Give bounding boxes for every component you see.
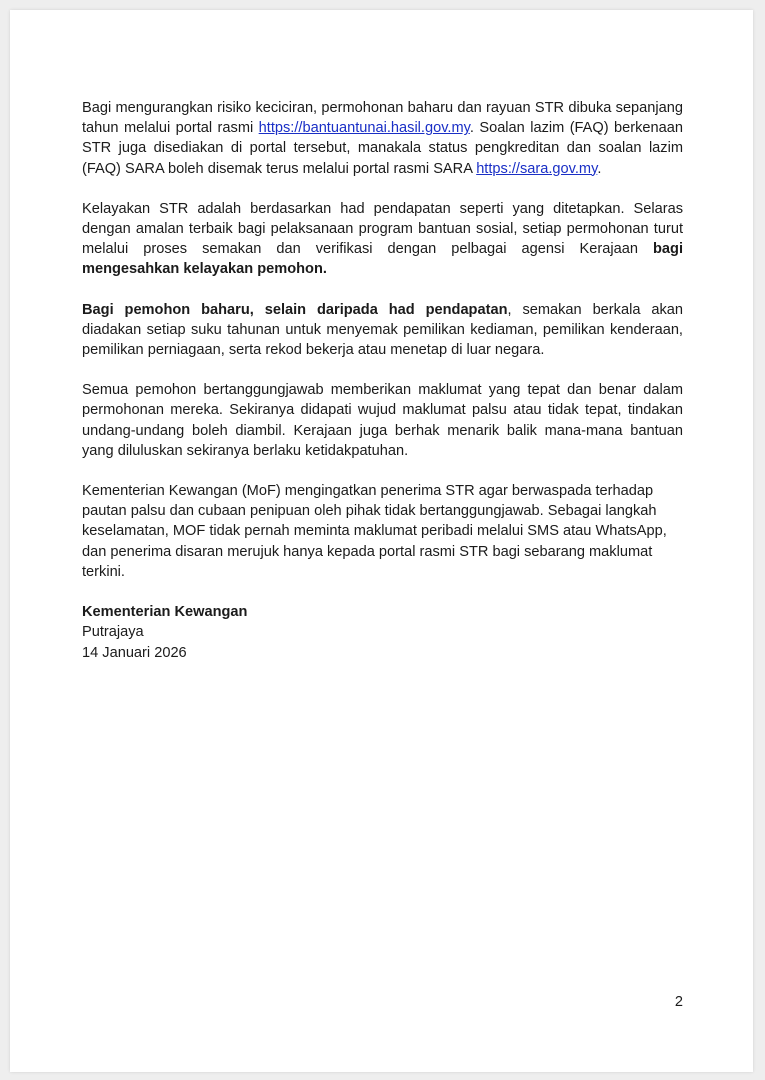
paragraph-text: Kelayakan STR adalah berdasarkan had pendapatan seperti yang ditetapkan. Selaras dengan amalan terbaik bagi pelaksanaan program bantuan sosial, setiap permohonan turut melalui proses semakan dan verifikasi dengan pelbagai agensi Kerajaan xyxy=(82,200,683,258)
document-body xyxy=(82,98,683,663)
paragraph-text: , semakan berkala akan diadakan setiap suku tahunan untuk menyemak pemilikan kediaman, pemilikan kenderaan, pemilikan perniagaan, serta rekod bekerja atau menetap di luar negara. xyxy=(82,301,683,359)
paragraph-eligibility xyxy=(82,199,683,280)
paragraph-application-channels xyxy=(82,98,683,179)
document-page xyxy=(10,10,753,1072)
signature-block xyxy=(82,602,683,663)
link-bantuantunai-portal[interactable]: https://bantuantunai.hasil.gov.my xyxy=(258,120,470,137)
signature-date: 14 Januari 2026 xyxy=(82,644,187,661)
signature-organization: Kementerian Kewangan xyxy=(82,604,248,621)
paragraph-text: Kementerian Kewangan (MoF) mengingatkan penerima STR agar berwaspada terhadap pautan palsu dan cubaan penipuan oleh pihak tidak bertanggungjawab. Sebagai langkah keselamatan, MOF tidak pernah meminta maklumat peribadi melalui SMS atau WhatsApp, dan penerima disaran merujuk hanya kepada portal rasmi STR bagi sebarang maklumat terkini. xyxy=(82,483,667,580)
paragraph-text: . xyxy=(597,160,602,177)
paragraph-new-applicants xyxy=(82,300,683,361)
paragraph-text: Bagi mengurangkan risiko keciciran, permohonan baharu dan rayuan STR dibuka sepanjang tahun melalui portal rasmi xyxy=(82,100,683,137)
paragraph-fraud-warning xyxy=(82,481,683,582)
signature-place: Putrajaya xyxy=(82,624,144,641)
link-sara-portal[interactable]: https://sara.gov.my xyxy=(476,160,598,177)
page-number: 2 xyxy=(674,994,683,1010)
paragraph-text: . Soalan lazim (FAQ) berkenaan STR juga disediakan di portal tersebut, manakala status pengkreditan dan soalan lazim (FAQ) SARA boleh disemak terus melalui portal rasmi SARA xyxy=(82,120,684,177)
paragraph-applicant-responsibility xyxy=(82,380,683,461)
paragraph-bold-text: bagi mengesahkan kelayakan pemohon. xyxy=(82,241,683,278)
paragraph-text: Semua pemohon bertanggungjawab memberikan maklumat yang tepat dan benar dalam permohonan mereka. Sekiranya didapati wujud maklumat palsu atau tidak tepat, tindakan undang-undang boleh diambil. Kerajaan juga berhak menarik balik mana-mana bantuan yang diluluskan sekiranya berlaku ketidakpatuhan. xyxy=(82,382,683,459)
paragraph-bold-text: Bagi pemohon baharu, selain daripada had pendapatan xyxy=(82,301,508,318)
